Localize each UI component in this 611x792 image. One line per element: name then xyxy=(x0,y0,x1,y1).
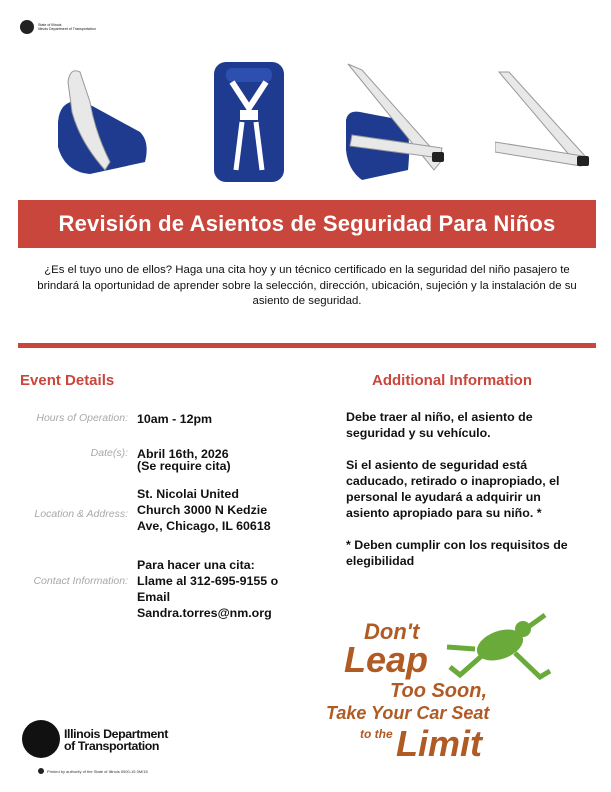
divider xyxy=(18,343,596,348)
logo-line-3: Too Soon, xyxy=(390,680,488,702)
seat-belt-icon xyxy=(495,68,595,178)
idot-name xyxy=(64,728,168,752)
additional-paragraph-2: Si el asiento de seguridad está caducado, retirado o inapropiado, el personal le ayudará a adquirir un asiento apropiado para su niño. * xyxy=(346,458,560,520)
additional-paragraph-1: Debe traer al niño, el asiento de seguridad y su vehículo. xyxy=(346,410,533,440)
seal-line-2: Illinois Department of Transportation xyxy=(38,27,96,31)
contact-label: Contact Information: xyxy=(33,575,128,587)
title-banner xyxy=(18,200,596,248)
frog-icon xyxy=(445,605,555,690)
idot-name-line-2: of Transportation xyxy=(64,739,160,753)
contact-email[interactable]: Sandra.torres@nm.org xyxy=(137,606,272,620)
booster-seat-icon xyxy=(342,60,452,184)
idot-name-line-1: Illinois Department xyxy=(64,727,168,741)
additional-info-heading: Additional Information xyxy=(372,372,532,389)
logo-line-2: Leap xyxy=(344,639,429,680)
print-seal-icon xyxy=(38,768,44,774)
intro-paragraph: ¿Es el tuyo uno de ellos? Haga una cita hoy y un técnico certificado en la seguridad del niño pasajero te brindará la oportunidad de aprender sobre la selección, dirección, ubicación, sujeción y la instalación de su asiento de seguridad. xyxy=(37,264,577,307)
logo-line-4: Take Your Car Seat xyxy=(326,703,490,723)
logo-line-1: Don't xyxy=(364,619,420,644)
additional-info-body xyxy=(346,409,576,585)
idot-logo-icon xyxy=(22,720,60,758)
logo-line-6: Limit xyxy=(396,723,482,764)
location-value xyxy=(137,486,271,534)
infant-car-seat-icon xyxy=(50,62,160,182)
page-title: Revisión de Asientos de Seguridad Para Niños xyxy=(58,211,556,236)
date-label: Date(s): xyxy=(90,447,128,459)
contact-value xyxy=(137,557,278,621)
dont-leap-logo xyxy=(320,605,595,785)
additional-paragraph-3: * Deben cumplir con los requisitos de elegibilidad xyxy=(346,538,568,568)
location-line: Ave, Chicago, IL 60618 xyxy=(137,519,271,533)
logo-line-5: to the xyxy=(360,727,393,741)
contact-line: Para hacer una cita: xyxy=(137,558,255,572)
seal-line-1: State of Illinois xyxy=(38,22,62,27)
state-seal xyxy=(20,20,96,34)
date-value: Abril 16th, 2026 xyxy=(137,447,229,461)
date-note: (Se require cita) xyxy=(137,459,231,473)
hours-label: Hours of Operation: xyxy=(36,412,128,424)
print-note xyxy=(38,768,148,774)
location-line: Church 3000 N Kedzie xyxy=(137,503,268,517)
event-details-heading: Event Details xyxy=(20,372,115,389)
contact-line: Email xyxy=(137,590,171,604)
illinois-seal-icon xyxy=(20,20,34,34)
print-note-text: Printed by authority of the State of Illinois 0000-15 0M/15 xyxy=(47,768,148,774)
hours-value: 10am - 12pm xyxy=(137,412,213,426)
harness-car-seat-icon xyxy=(212,60,286,184)
contact-line: Llame al 312-695-9155 o xyxy=(137,574,279,588)
location-line: St. Nicolai United xyxy=(137,487,239,501)
location-label: Location & Address: xyxy=(34,508,128,520)
